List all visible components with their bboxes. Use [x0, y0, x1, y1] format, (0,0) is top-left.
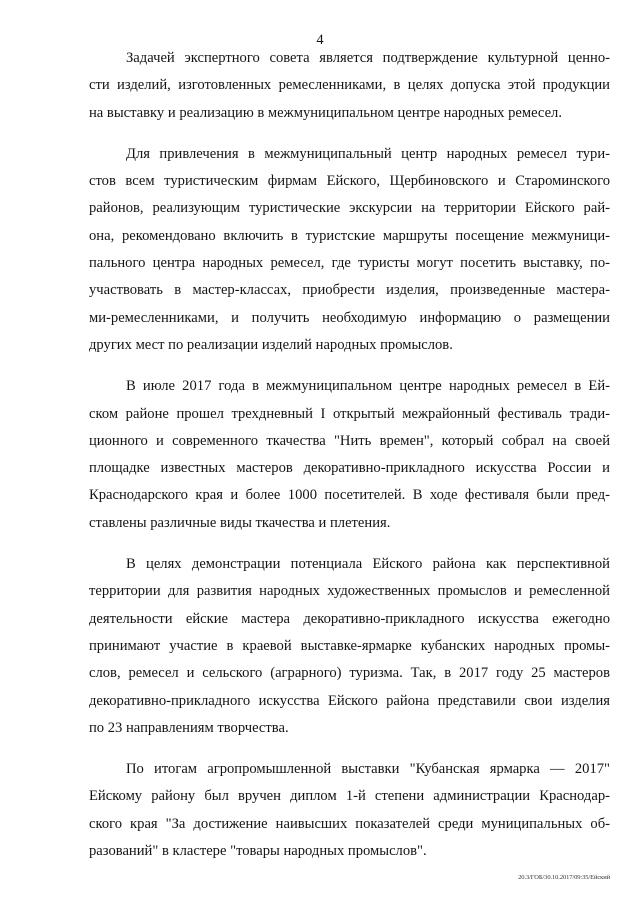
text-line: В целях демонстрации потенциала Ейского района как перспективной — [126, 556, 610, 573]
text-line: ми-ремесленниками, и получить необходимую информацию о размещении — [89, 309, 610, 326]
text-line: По итогам агропромышленной выставки "Кубанская ярмарка — 2017" — [126, 761, 610, 778]
text-line: Краснодарского края и более 1000 посетителей. В ходе фестиваля были пред- — [89, 487, 610, 504]
text-line: Задачей экспертного совета является подтверждение культурной ценно- — [126, 50, 610, 66]
text-line: площадке известных мастеров декоративно-прикладного искусства России и — [89, 460, 610, 477]
text-line: ского края "За достижение наивысших показателей среди муниципальных об- — [89, 815, 610, 832]
text-line: ционного и современного ткачества "Нить времен", который собрал на своей — [89, 432, 610, 449]
text-line: по 23 направлениям творчества. — [89, 719, 289, 736]
paragraph-diploma — [89, 756, 610, 865]
text-line: принимают участие в краевой выставке-ярмарке кубанских народных промы- — [89, 637, 610, 654]
text-line: деятельности ейские мастера декоративно-прикладного искусства ежегодно — [89, 610, 610, 627]
text-line: пального центра народных ремесел, где туристы могут посетить выставку, по- — [89, 255, 610, 272]
page-number: 4 — [316, 32, 324, 48]
document-body — [89, 45, 610, 879]
text-line: слов, ремесел и сельского (аграрного) туризма. Так, в 2017 году 25 мастеров — [89, 665, 610, 682]
paragraph-tourism — [89, 141, 610, 359]
paragraph-festival — [89, 373, 610, 537]
text-line: разований" в кластере "товары народных промыслов". — [89, 843, 427, 860]
text-line: стов всем туристическим фирмам Ейского, Щербиновского и Староминского — [89, 173, 610, 190]
document-registration-code: 20.3/ГОБ/30.10.2017/09:35/Ейский — [518, 874, 610, 881]
text-line: на выставку и реализацию в межмуниципальном центре народных ремесел. — [89, 104, 562, 121]
text-line: участвовать в мастер-классах, приобрести изделия, произведенные мастера- — [89, 282, 610, 299]
text-line: ском районе прошел трехдневный I открытый межрайонный фестиваль тради- — [89, 405, 610, 422]
text-line: Для привлечения в межмуниципальный центр народных ремесел тури- — [126, 145, 610, 162]
text-line: территории для развития народных художественных промыслов и ремесленной — [89, 583, 610, 600]
paragraph-expert-council — [89, 45, 610, 127]
text-line: декоративно-прикладного искусства Ейского района представили свои изделия — [89, 692, 610, 709]
text-line: сти изделий, изготовленных ремесленниками, в целях допуска этой продукции — [89, 77, 610, 94]
text-line: районов, реализующим туристические экскурсии на территории Ейского рай- — [89, 200, 610, 217]
text-line: ставлены различные виды ткачества и плетения. — [89, 514, 391, 531]
text-line: других мест по реализации изделий народных промыслов. — [89, 336, 453, 353]
paragraph-exhibition-participation — [89, 551, 610, 742]
text-line: Ейскому району был вручен диплом 1-й степени администрации Краснодар- — [89, 788, 610, 805]
text-line: В июле 2017 года в межмуниципальном центре народных ремесел в Ей- — [126, 378, 610, 395]
text-line: она, рекомендовано включить в туристские маршруты посещение межмуници- — [89, 227, 610, 244]
